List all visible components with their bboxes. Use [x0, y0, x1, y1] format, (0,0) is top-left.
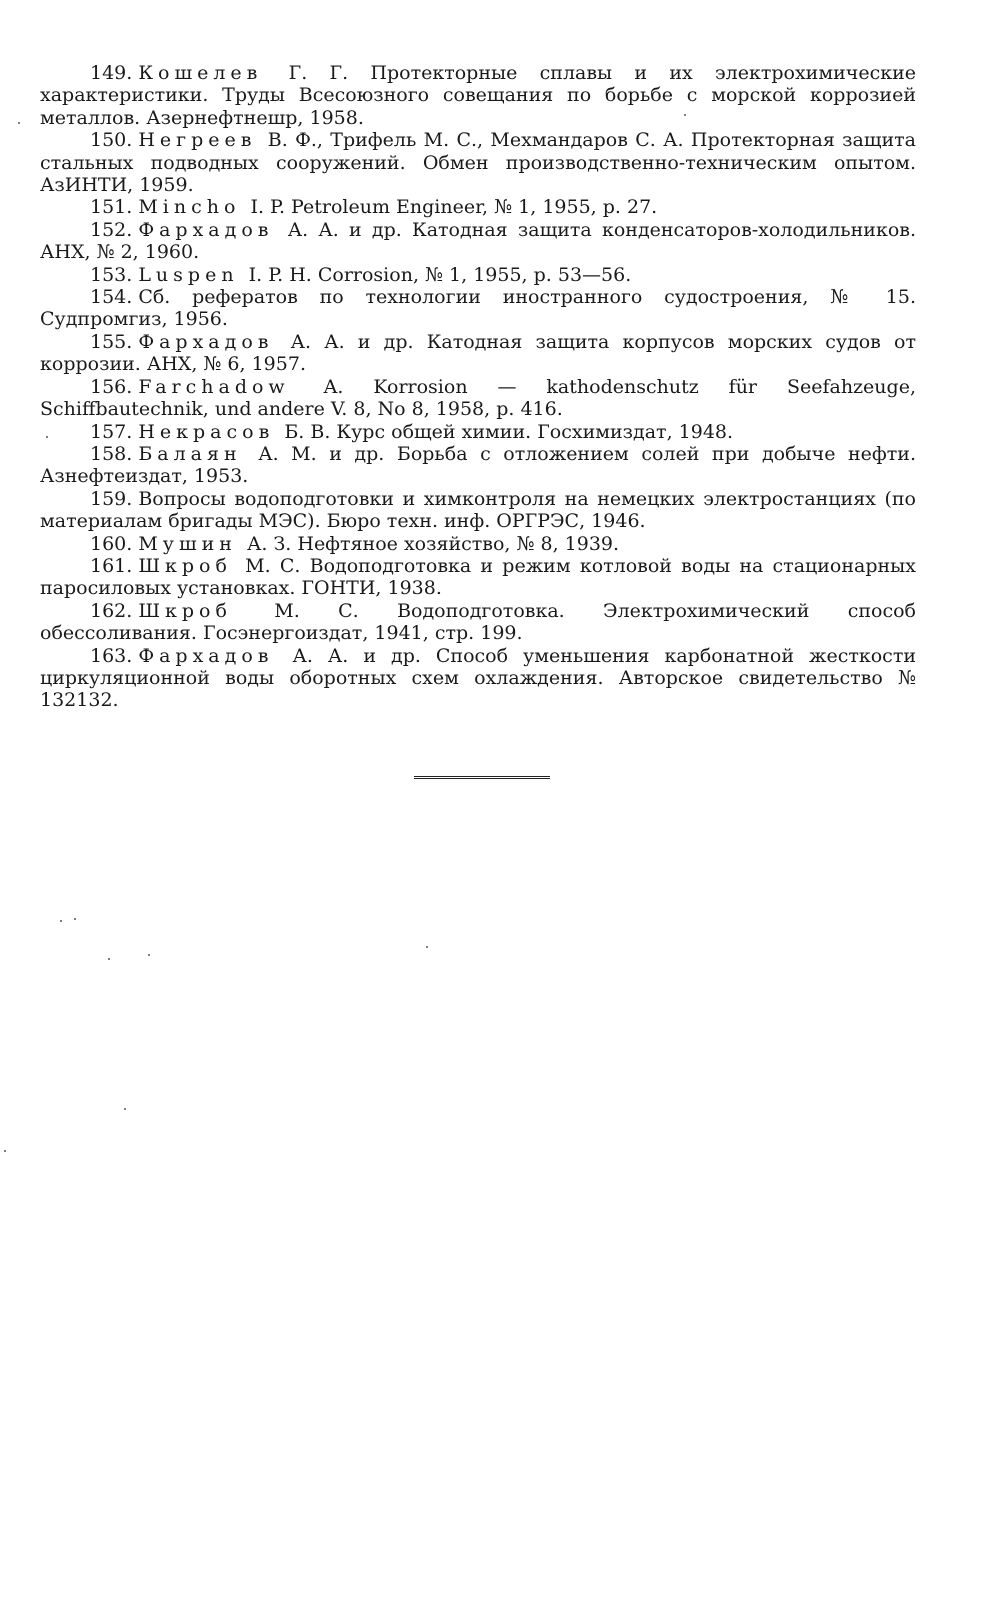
- scan-speck: [18, 122, 20, 124]
- reference-text: Б. В. Курс общей химии. Госхимиздат, 1948.: [284, 420, 734, 443]
- reference-item: [40, 533, 916, 555]
- reference-number: 162.: [90, 599, 133, 622]
- reference-author: Кошелев: [138, 62, 263, 84]
- reference-author: Мушин: [138, 532, 237, 555]
- reference-author: Некрасов: [138, 420, 275, 443]
- reference-text: A. Korrosion — kathodenschutz für Seefahzeuge, Schiffbautechnik, und andere V. 8, No 8, 1958, p. 416.: [40, 375, 916, 421]
- reference-item: [40, 196, 916, 218]
- reference-item: [40, 264, 916, 286]
- scan-speck: [74, 918, 76, 920]
- scan-speck: [46, 436, 48, 438]
- reference-text: М. С. Водоподготовка. Электрохимический способ обессоливания. Госэнергоиздат, 1941, стр. 199.: [40, 599, 916, 645]
- reference-number: 151.: [90, 196, 133, 219]
- reference-text: А. М. и др. Борьба с отложением солей при добыче нефти. Азнефтеиздат, 1953.: [40, 442, 916, 488]
- reference-text: Вопросы водоподготовки и химконтроля на немецких электростанциях (по материалам бригады МЭС). Бюро техн. инф. ОРГРЭС, 1946.: [40, 487, 916, 533]
- reference-number: 160.: [90, 532, 133, 555]
- scan-speck: [426, 946, 428, 948]
- scan-speck: [60, 920, 62, 922]
- reference-text: А. А. и др. Способ уменьшения карбонатной жесткости циркуляционной воды оборотных схем охлаждения. Авторское свидетельство № 132132.: [40, 644, 917, 712]
- reference-text: Сб. рефератов по технологии иностранного судостроения, № 15. Судпромгиз, 1956.: [40, 286, 916, 331]
- reference-number: 149.: [90, 62, 133, 84]
- reference-number: 161.: [90, 554, 133, 577]
- scan-speck: [148, 954, 150, 956]
- reference-number: 158.: [90, 442, 133, 465]
- reference-item: [40, 488, 916, 533]
- reference-item: [40, 219, 916, 264]
- reference-item: [40, 443, 916, 488]
- reference-number: 150.: [90, 129, 133, 152]
- reference-number: 153.: [90, 263, 133, 286]
- reference-number: 163.: [90, 644, 133, 667]
- reference-author: Балаян: [138, 442, 242, 465]
- reference-item: [40, 645, 916, 712]
- reference-author: Farchadow: [138, 375, 290, 398]
- scan-speck: [4, 1150, 6, 1152]
- reference-item: [40, 600, 916, 645]
- reference-number: 152.: [90, 218, 133, 241]
- reference-text: I. P. H. Corrosion, № 1, 1955, p. 53—56.: [248, 263, 632, 286]
- scan-speck: [684, 114, 686, 116]
- reference-number: 159.: [90, 487, 133, 510]
- reference-number: 157.: [90, 420, 133, 443]
- reference-item: [40, 331, 916, 376]
- reference-number: 155.: [90, 330, 133, 353]
- reference-author: Luspen: [138, 263, 239, 286]
- reference-text: I. P. Petroleum Engineer, № 1, 1955, p. 27.: [250, 196, 658, 219]
- reference-author: Фархадов: [138, 644, 274, 667]
- reference-author: Mincho: [138, 196, 241, 219]
- reference-text: А. А. и др. Катодная защита корпусов морских судов от коррозии. АНХ, № 6, 1957.: [40, 330, 916, 376]
- reference-text: А. З. Нефтяное хозяйство, № 8, 1939.: [246, 532, 620, 555]
- end-divider: [414, 776, 550, 779]
- reference-item: [40, 555, 916, 600]
- reference-list: [40, 62, 916, 712]
- reference-number: 156.: [90, 375, 133, 398]
- reference-author: Негреев: [138, 129, 257, 152]
- reference-author: Шкроб: [138, 599, 232, 622]
- reference-text: А. А. и др. Катодная защита конденсаторов-холодильников. АНХ, № 2, 1960.: [40, 218, 916, 264]
- reference-item: [40, 376, 916, 421]
- reference-item: [40, 286, 916, 331]
- reference-text: В. Ф., Трифель М. С., Мехмандаров С. А. Протекторная защита стальных подводных сооружений. Обмен производственно-техническим опытом. АзИНТИ, 1959.: [40, 129, 916, 197]
- reference-author: Фархадов: [138, 218, 274, 241]
- reference-author: Шкроб: [138, 554, 232, 577]
- reference-text: Г. Г. Протекторные сплавы и их электрохимические характеристики. Труды Всесоюзного совещания по борьбе с морской коррозией металлов. Азернефтнешр, 1958.: [40, 62, 916, 129]
- reference-number: 154.: [90, 286, 133, 309]
- scan-speck: [108, 958, 110, 960]
- reference-item: [40, 62, 916, 129]
- reference-text: М. С. Водоподготовка и режим котловой воды на стационарных паросиловых установках. ГОНТИ, 1938.: [40, 554, 917, 600]
- reference-author: Фархадов: [138, 330, 274, 353]
- reference-item: [40, 421, 916, 443]
- reference-item: [40, 129, 916, 196]
- scan-speck: [124, 1108, 126, 1110]
